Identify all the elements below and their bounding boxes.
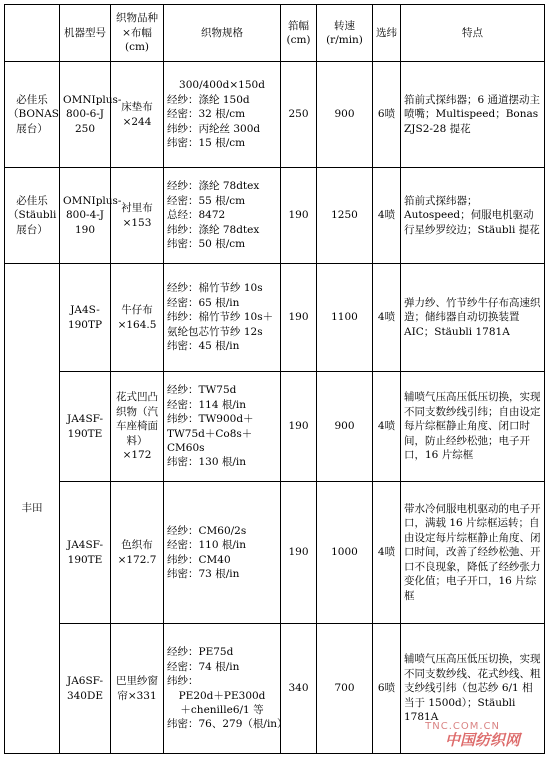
fabric-cell: 巴里纱窗帘×331: [111, 624, 164, 754]
table-row: [5, 62, 545, 168]
spec-line: ＋chenille6/1 等: [180, 703, 264, 716]
model-cell: JA4SF-190TE: [60, 482, 111, 624]
spec-cell: [164, 264, 281, 372]
spec-line: 总经：8472: [167, 209, 226, 222]
spec-line: 经密：65 根/in: [167, 296, 240, 309]
spec-line: 经纱：涤纶 78dtex: [167, 180, 260, 193]
spec-line: 纬密：73 根/in: [167, 567, 240, 580]
spec-line: 经密：32 根/cm: [167, 108, 246, 121]
spec-line: 经纱：TW75d: [167, 384, 237, 397]
table-row: [5, 264, 545, 372]
spec-cell: [164, 168, 281, 264]
features-text: 辅喷气压高压低压切换，实现不同支数纱线引纬；自由设定每片综框静止角度、闭口时间，防止经纱松弛；电子开口，16 片综框: [404, 391, 541, 462]
weft-cell: 6喷: [373, 624, 401, 754]
company-cell: 必佳乐（Stäubli展台）: [5, 168, 60, 264]
spec-line: 经密：110 根/in: [167, 539, 247, 552]
weft-cell: 6喷: [373, 62, 401, 168]
watermark-sub: TNC.COM.CN: [425, 721, 500, 732]
header-company: [5, 5, 60, 62]
spec-line: 纬密：45 根/in: [167, 340, 240, 353]
spec-line: 纬纱：TW900d＋TW75d＋Co8s＋CM60s: [167, 413, 254, 454]
header-features: 特点: [401, 5, 545, 62]
reed-cell: 190: [281, 372, 317, 482]
table-row: [5, 482, 545, 624]
speed-cell: 900: [317, 372, 373, 482]
spec-line: 经纱：PE75d: [167, 646, 234, 659]
spec-line: 经密：74 根/in: [167, 660, 240, 673]
reed-cell: 250: [281, 62, 317, 168]
spec-cell: [164, 372, 281, 482]
spec-cell: [164, 62, 281, 168]
features-text: 辅喷气压高压低压切换，实现不同支数纱线、花式纱线、粗支纱线引纬（包芯纱 6/1 相当于 1500d）；Stäubli 1781A: [404, 653, 541, 724]
features-cell: [401, 62, 545, 168]
spec-line: 纬密：50 根/cm: [167, 238, 246, 251]
model-cell: JA4S-190TP: [60, 264, 111, 372]
header-reed-width: 筘幅(cm): [281, 5, 317, 62]
reed-cell: 190: [281, 168, 317, 264]
spec-line: 经密：55 根/cm: [167, 194, 246, 207]
company-cell: 必佳乐（BONAS展台）: [5, 62, 60, 168]
spec-line: 经纱：棉竹节纱 10s: [167, 282, 263, 295]
spec-line: 纬密：130 根/in: [167, 456, 247, 469]
features-text: 筘前式探纬器；6 通道摆动主喷嘴；Multispeed；Bonas ZJS2-28 提花: [404, 93, 541, 135]
spec-line: 经密：114 根/in: [167, 398, 247, 411]
company-cell: 丰田: [5, 264, 60, 754]
spec-cell: [164, 624, 288, 754]
features-text: 带水冷伺服电机驱动的电子开口，满载 16 片综框运转；自由设定每片综框静止角度、闭口时间，改善了经纱松弛、开口不良现象，降低了经纱张力变化值；电子开口，16 片综框: [404, 502, 541, 602]
spec-line: 纬密：15 根/cm: [167, 137, 246, 150]
speed-cell: 1000: [317, 482, 373, 624]
spec-line: 300/400d×150d: [179, 79, 265, 92]
features-cell: [401, 372, 545, 482]
weft-cell: 4喷: [373, 264, 401, 372]
loom-comparison-table: [4, 4, 545, 754]
model-cell: OMNIplus-800-4-J 190: [60, 168, 111, 264]
header-weft: 选纬: [373, 5, 401, 62]
model-cell: JA4SF-190TE: [60, 372, 111, 482]
header-model: 机器型号: [60, 5, 111, 62]
fabric-cell: 牛仔布×164.5: [111, 264, 164, 372]
features-text: 弹力纱、竹节纱牛仔布高速织造；储纬器自动切换装置 AIC；Stäubli 1781A: [404, 296, 541, 338]
header-fabric: 织物品种×布幅(cm): [111, 5, 164, 62]
watermark-logo: 中国纺织网: [444, 731, 520, 749]
spec-line: 纬纱：CM40: [167, 553, 231, 566]
spec-line: 经纱：CM60/2s: [167, 524, 247, 537]
table-row: [5, 168, 545, 264]
spec-line: 纬纱：: [167, 675, 199, 688]
model-cell: OMNIplus-800-6-J 250: [60, 62, 111, 168]
speed-cell: 700: [317, 624, 373, 754]
table-row: [5, 372, 545, 482]
spec-line: 纬纱：丙纶丝 300d: [167, 122, 261, 135]
header-row: [5, 5, 545, 62]
spec-line: 经纱：涤纶 150d: [167, 93, 250, 106]
header-speed: 转速(r/min): [317, 5, 373, 62]
header-spec: 织物规格: [164, 5, 281, 62]
spec-line: 纬密：76、279（根/in）: [167, 718, 288, 731]
model-cell: JA6SF-340DE: [60, 624, 111, 754]
weft-cell: 4喷: [373, 482, 401, 624]
fabric-cell: 花式凹凸织物（汽车座椅面料）×172: [111, 372, 164, 482]
fabric-cell: 色织布×172.7: [111, 482, 164, 624]
weft-cell: 4喷: [373, 168, 401, 264]
fabric-cell: 床垫布×244: [111, 62, 164, 168]
reed-cell: 190: [281, 482, 317, 624]
features-text: 筘前式探纬器；Autospeed；伺服电机驱动行星纱罗绞边；Stäubli 提花: [404, 194, 540, 236]
spec-line: PE20d＋PE300d: [178, 689, 266, 702]
speed-cell: 1250: [317, 168, 373, 264]
spec-line: 纬纱：棉竹节纱 10s＋氨纶包芯竹节纱 12s: [167, 311, 274, 338]
features-cell: [401, 168, 545, 264]
spec-cell: [164, 482, 281, 624]
speed-cell: 1100: [317, 264, 373, 372]
reed-cell: 190: [281, 264, 317, 372]
spec-line: 纬纱：涤纶 78dtex: [167, 223, 260, 236]
features-cell: [401, 264, 545, 372]
fabric-cell: 衬里布×153: [111, 168, 164, 264]
weft-cell: 4喷: [373, 372, 401, 482]
features-cell: [401, 482, 545, 624]
speed-cell: 900: [317, 62, 373, 168]
reed-cell: 340: [281, 624, 317, 754]
